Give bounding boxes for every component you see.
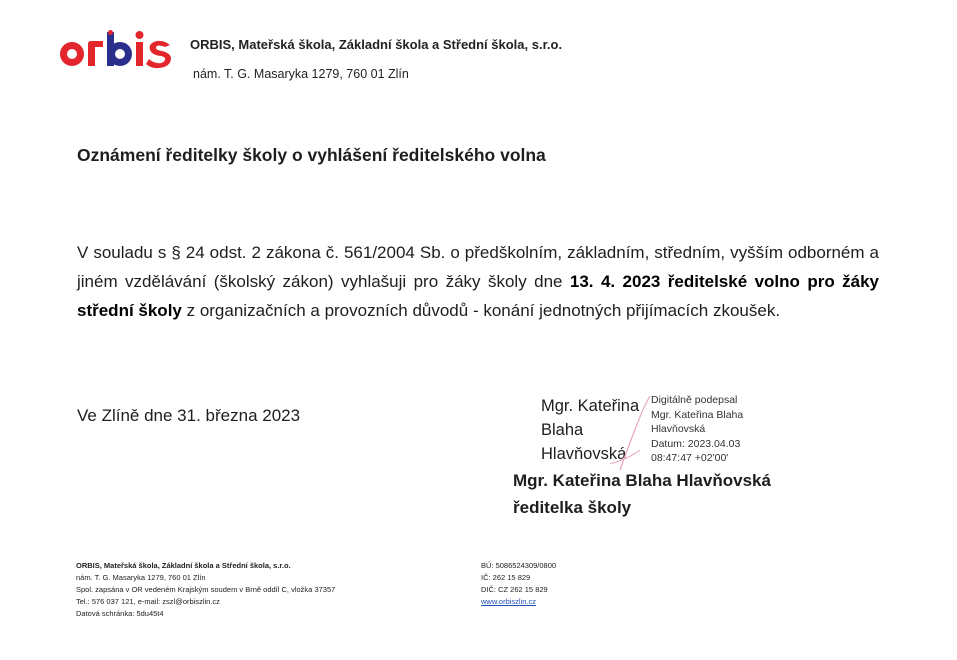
footer-address: nám. T. G. Masaryka 1279, 760 01 Zlín [76, 573, 206, 582]
orbis-logo [58, 28, 172, 70]
digital-signature-info: Digitálně podepsal [651, 394, 738, 406]
body-text-part1: V souladu s § 24 odst. 2 zákona č. 561/2004 Sb. o předškolním, základním, středním, vyšším odborném a jiném vzdělávání (školský zákon) vyhlašuji pro žáky školy dne [77, 243, 879, 291]
place-date: Ve Zlíně dne 31. března 2023 [77, 406, 301, 425]
footer-bank-account: BÚ: 5086524309/0800 [481, 561, 557, 570]
header-org-name: ORBIS, Mateřská škola, Základní škola a Střední škola, s.r.o. [190, 37, 563, 52]
footer-ico: IČ: 262 15 829 [481, 573, 531, 582]
digital-signature-info: Datum: 2023.04.03 [651, 438, 741, 450]
footer-data-box: Datová schránka: 5du45t4 [76, 609, 164, 618]
signature-name-line: Mgr. Kateřina [541, 397, 640, 415]
footer-registration: Spol. zapsána v OR vedeném Krajským soudem v Brně oddíl C, vložka 37357 [76, 585, 336, 594]
body-paragraph [77, 238, 879, 325]
footer-org-name: ORBIS, Mateřská škola, Základní škola a Střední škola, s.r.o. [76, 561, 291, 570]
footer-contact: Tel.: 576 037 121, e-mail: zszl@orbiszlin.cz [76, 597, 220, 606]
document-title: Oznámení ředitelky školy o vyhlášení ředitelského volna [77, 145, 546, 165]
digital-signature-info: Mgr. Kateřina Blaha [651, 409, 744, 421]
body-text-bold: 13. 4. 2023 ředitelské volno pro žáky střední školy [77, 272, 879, 320]
digital-signature-info: Hlavňovská [651, 423, 706, 435]
signer-name: Mgr. Kateřina Blaha Hlavňovská [513, 471, 771, 490]
signature-name-line: Blaha [541, 421, 584, 439]
body-text-part2: z organizačních a provozních důvodů - konání jednotných přijímacích zkoušek. [181, 301, 781, 320]
footer-website-link[interactable]: www.orbiszlin.cz [481, 597, 537, 606]
signature-name-line: Hlavňovská [541, 445, 627, 463]
footer-dic: DIČ: CZ 262 15 829 [481, 585, 548, 594]
header-address: nám. T. G. Masaryka 1279, 760 01 Zlín [193, 67, 409, 81]
signer-role: ředitelka školy [513, 498, 632, 517]
digital-signature-info: 08:47:47 +02'00' [651, 452, 729, 464]
